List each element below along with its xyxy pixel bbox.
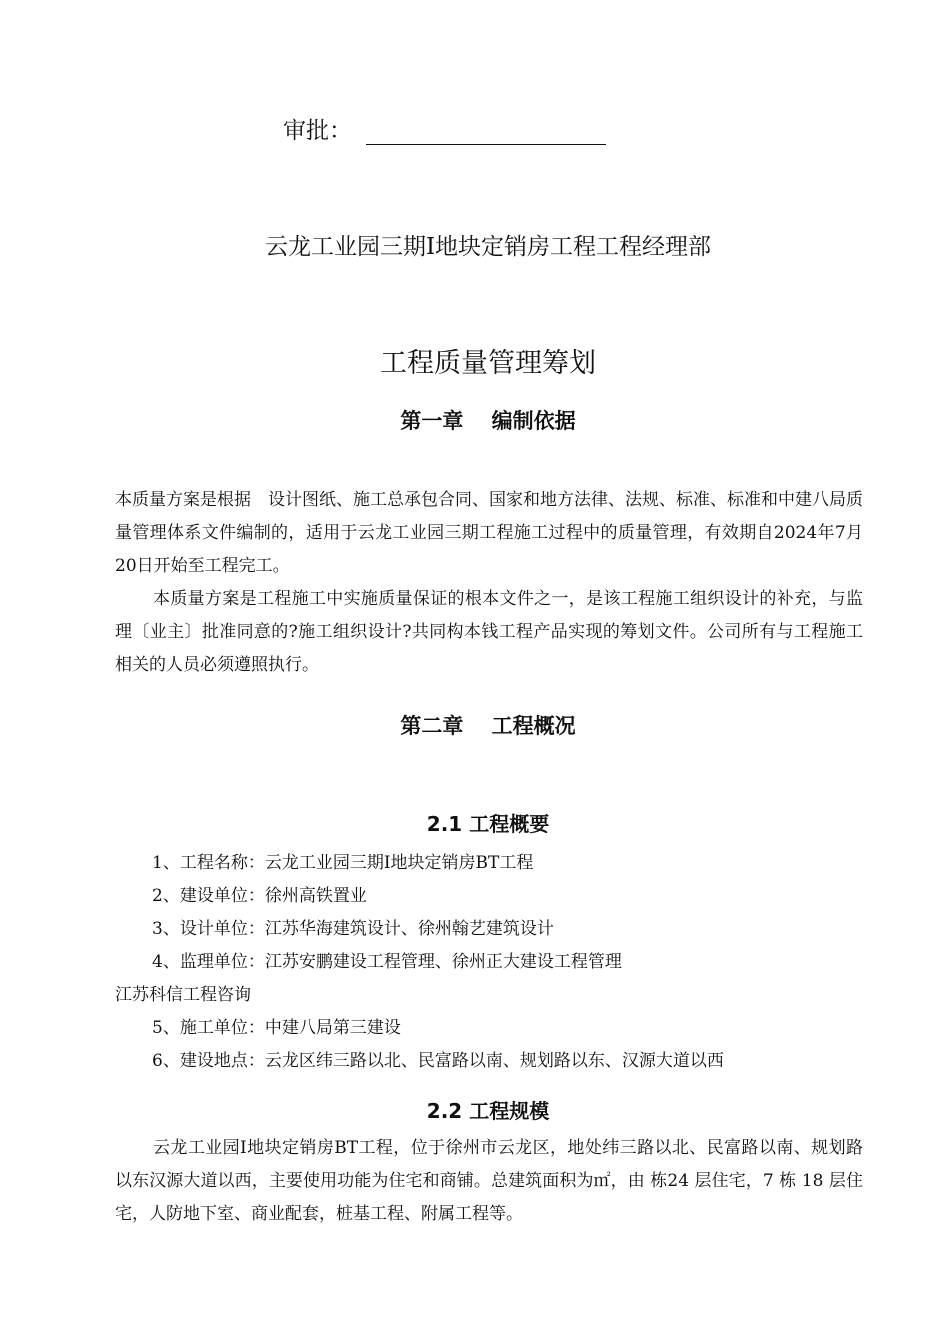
- list-item: 5、施工单位：中建八局第三建设: [152, 1018, 401, 1038]
- document-title: 工程质量管理筹划: [380, 348, 596, 379]
- section-2-2-paragraph: 云龙工业园Ⅰ地块定销房BT工程，位于徐州市云龙区，地处纬三路以北、民富路以南、规划路以东汉源大道以西，主要使用功能为住宅和商铺。总建筑面积为㎡，由 栋24 层住宅，7 栋 18 层住宅，人防地下室、商业配套，桩基工程、附属工程等。: [115, 1138, 863, 1224]
- chapter1-heading: 第一章 编制依据: [400, 409, 576, 433]
- list-item: 3、设计单位：江苏华海建筑设计、徐州翰艺建筑设计: [152, 919, 554, 939]
- list-item: 6、建设地点：云龙区纬三路以北、民富路以南、规划路以东、汉源大道以西: [152, 1051, 724, 1071]
- list-item: 1、工程名称：云龙工业园三期Ⅰ地块定销房BT工程: [152, 853, 534, 873]
- section-2-1-heading: 2.1 工程概要: [426, 812, 550, 836]
- chapter2-heading: 第二章 工程概况: [400, 714, 576, 738]
- chapter1-paragraph-1: 本质量方案是根据 设计图纸、施工总承包合同、国家和地方法律、法规、标准、标准和中建八局质量管理体系文件编制的，适用于云龙工业园三期工程施工过程中的质量管理，有效期自2024年7月20日开始至工程完工。: [115, 490, 863, 576]
- list-item: 江苏科信工程咨询: [115, 985, 251, 1005]
- approval-field: [283, 112, 606, 145]
- list-item: 4、监理单位：江苏安鹏建设工程管理、徐州正大建设工程管理: [152, 952, 622, 972]
- approval-signature-line: [366, 118, 606, 145]
- section-2-2-heading: 2.2 工程规模: [426, 1099, 550, 1123]
- chapter1-paragraph-2: 本质量方案是工程施工中实施质量保证的根本文件之一，是该工程施工组织设计的补充，与监理〔业主〕批准同意的?施工组织设计?共同构本钱工程产品实现的筹划文件。公司所有与工程施工相关的人员必须遵照执行。: [115, 589, 863, 675]
- department-name: 云龙工业园三期Ⅰ地块定销房工程工程经理部: [264, 234, 712, 260]
- list-item: 2、建设单位：徐州高铁置业: [152, 886, 367, 906]
- approval-label: 审批：: [283, 118, 352, 144]
